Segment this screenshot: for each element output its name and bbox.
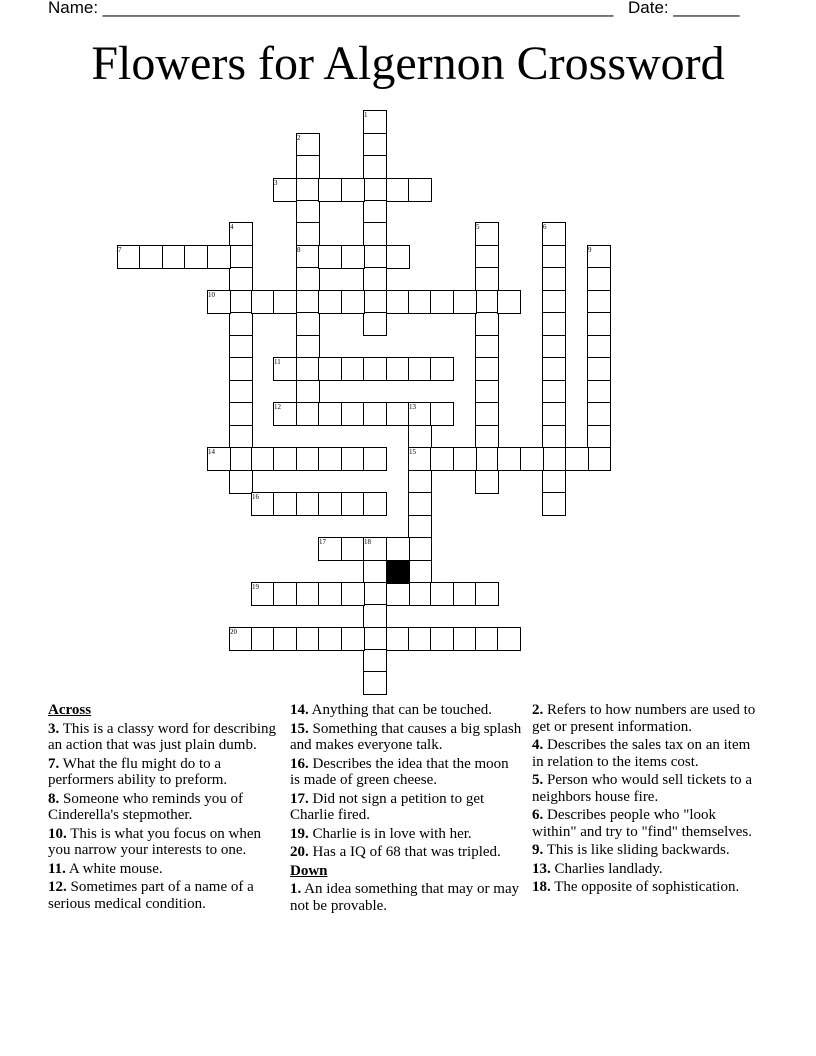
grid-cell[interactable] <box>296 178 320 202</box>
grid-cell[interactable] <box>273 447 297 471</box>
grid-cell[interactable] <box>296 447 320 471</box>
grid-cell[interactable] <box>542 290 566 314</box>
clue-item <box>48 861 280 878</box>
grid-cell[interactable] <box>318 290 342 314</box>
clue-number-label: 7. <box>48 755 60 772</box>
grid-cell[interactable] <box>430 290 454 314</box>
clues-column-1 <box>48 702 280 914</box>
grid-cell[interactable] <box>430 402 454 426</box>
name-field[interactable]: Name: ______________________________________________________ <box>48 0 614 17</box>
clue-number: 2 <box>297 134 301 142</box>
grid-cell[interactable] <box>408 178 432 202</box>
grid-cell[interactable] <box>408 492 432 516</box>
grid-cell[interactable] <box>587 447 611 471</box>
clue-item <box>532 861 764 878</box>
grid-cell[interactable] <box>408 290 432 314</box>
clue-number-label: 14. <box>290 702 309 718</box>
clue-number: 8 <box>297 246 301 254</box>
grid-cell[interactable] <box>587 425 611 449</box>
clue-text: Something that causes a big splash and makes everyone talk. <box>290 720 522 753</box>
grid-cell[interactable] <box>139 245 163 269</box>
date-field[interactable]: Date: _______ <box>628 0 740 17</box>
grid-cell[interactable] <box>251 290 275 314</box>
clue-number-label: 17. <box>290 790 309 807</box>
clue-text: Sometimes part of a name of a serious medical condition. <box>48 879 254 912</box>
clue-item <box>48 756 280 789</box>
grid-cell[interactable] <box>475 357 499 381</box>
grid-cell[interactable] <box>229 245 253 269</box>
clue-number: 12 <box>274 403 281 411</box>
grid-cell[interactable] <box>251 447 275 471</box>
grid-cell[interactable] <box>363 649 387 673</box>
grid-cell[interactable] <box>430 627 454 651</box>
grid-cell[interactable] <box>453 627 477 651</box>
clue-number: 19 <box>252 583 259 591</box>
grid-cell[interactable] <box>542 357 566 381</box>
clue-number: 14 <box>208 448 215 456</box>
grid-cell[interactable] <box>318 447 342 471</box>
clue-text: Describes the idea that the moon is made of green cheese. <box>290 755 509 788</box>
grid-cell[interactable] <box>341 402 365 426</box>
grid-cell[interactable] <box>475 402 499 426</box>
grid-cell[interactable] <box>430 357 454 381</box>
clue-text: Charlie is in love with her. <box>308 825 472 842</box>
grid-cell[interactable] <box>587 402 611 426</box>
clue-item <box>48 879 280 912</box>
clue-item <box>532 737 764 770</box>
grid-cell[interactable] <box>318 357 342 381</box>
clue-number: 10 <box>208 291 215 299</box>
grid-cell[interactable] <box>251 627 275 651</box>
clue-number: 9 <box>588 246 592 254</box>
grid-cell[interactable] <box>341 627 365 651</box>
grid-cell[interactable] <box>475 582 499 606</box>
clue-number: 18 <box>364 538 371 546</box>
grid-cell[interactable] <box>542 402 566 426</box>
clue-number-label: 15. <box>290 720 309 737</box>
grid-cell[interactable] <box>408 470 432 494</box>
grid-cell[interactable] <box>430 582 454 606</box>
grid-cell[interactable] <box>296 402 320 426</box>
grid-cell[interactable] <box>363 155 387 179</box>
black-cell <box>386 560 410 584</box>
clue-number: 15 <box>409 448 416 456</box>
grid-cell[interactable] <box>341 290 365 314</box>
grid-cell[interactable] <box>363 671 387 695</box>
grid-cell[interactable] <box>229 357 253 381</box>
clue-number: 5 <box>476 223 480 231</box>
grid-cell[interactable] <box>363 357 387 381</box>
clue-number: 17 <box>319 538 326 546</box>
clue-number-label: 12. <box>48 879 67 895</box>
grid-cell[interactable] <box>520 447 544 471</box>
grid-cell[interactable] <box>229 335 253 359</box>
clue-number-label: 1. <box>290 881 302 897</box>
clue-text: This is a classy word for describing an action that was just plain dumb. <box>48 720 277 753</box>
grid-cell[interactable] <box>229 267 253 291</box>
grid-cell[interactable] <box>386 357 410 381</box>
grid-cell[interactable] <box>363 200 387 224</box>
clue-text: Someone who reminds you of Cinderella's stepmother. <box>48 790 243 823</box>
grid-cell[interactable] <box>296 380 320 404</box>
grid-cell[interactable] <box>408 357 432 381</box>
clue-number-label: 5. <box>532 772 544 788</box>
clue-item <box>290 826 522 843</box>
clue-number-label: 10. <box>48 825 67 842</box>
clue-number-label: 19. <box>290 825 309 842</box>
grid-cell[interactable] <box>363 222 387 246</box>
clue-number: 11 <box>274 358 281 366</box>
grid-cell[interactable] <box>386 402 410 426</box>
grid-cell[interactable] <box>453 447 477 471</box>
grid-cell[interactable] <box>542 425 566 449</box>
grid-cell[interactable] <box>587 335 611 359</box>
grid-cell[interactable] <box>229 312 253 336</box>
grid-cell[interactable] <box>542 312 566 336</box>
clue-number-label: 9. <box>532 842 544 858</box>
clue-number-label: 6. <box>532 807 544 823</box>
grid-cell[interactable] <box>475 425 499 449</box>
grid-cell[interactable] <box>341 178 365 202</box>
grid-cell[interactable] <box>273 582 297 606</box>
clue-text: Describes people who "look within" and try to "find" themselves. <box>532 807 753 840</box>
grid-cell[interactable] <box>273 627 297 651</box>
grid-cell[interactable] <box>408 582 432 606</box>
grid-cell[interactable] <box>542 380 566 404</box>
grid-cell[interactable] <box>318 492 342 516</box>
grid-cell[interactable] <box>587 380 611 404</box>
grid-cell[interactable] <box>229 380 253 404</box>
clue-item <box>532 702 764 735</box>
grid-cell[interactable] <box>542 267 566 291</box>
grid-cell[interactable] <box>229 425 253 449</box>
grid-cell[interactable] <box>386 178 410 202</box>
clue-item <box>532 879 764 896</box>
clue-item <box>290 791 522 824</box>
clue-item <box>48 826 280 859</box>
clue-text: What the flu might do to a performers ability to preform. <box>48 755 228 788</box>
clue-text: Did not sign a petition to get Charlie fired. <box>290 790 485 823</box>
clue-number-label: 8. <box>48 790 60 807</box>
clues-column-3 <box>532 702 764 898</box>
grid-cell[interactable] <box>363 627 387 651</box>
grid-cell[interactable] <box>296 290 320 314</box>
clue-text: The opposite of sophistication. <box>550 879 740 895</box>
grid-cell[interactable] <box>363 492 387 516</box>
grid-cell[interactable] <box>341 492 365 516</box>
grid-cell[interactable] <box>273 492 297 516</box>
clue-number-label: 2. <box>532 702 544 718</box>
grid-cell[interactable] <box>229 402 253 426</box>
grid-cell[interactable] <box>386 245 410 269</box>
grid-cell[interactable] <box>363 447 387 471</box>
grid-cell[interactable] <box>408 537 432 561</box>
grid-cell[interactable] <box>363 290 387 314</box>
clue-item <box>290 702 522 719</box>
grid-cell[interactable] <box>475 312 499 336</box>
grid-cell[interactable] <box>386 582 410 606</box>
grid-cell[interactable] <box>229 470 253 494</box>
clue-number-label: 13. <box>532 860 551 877</box>
grid-cell[interactable] <box>475 380 499 404</box>
grid-cell[interactable] <box>453 582 477 606</box>
grid-cell[interactable] <box>363 560 387 584</box>
grid-cell[interactable] <box>363 267 387 291</box>
page-title: Flowers for Algernon Crossword <box>91 37 725 90</box>
clue-item <box>532 842 764 859</box>
clue-number: 3 <box>274 179 278 187</box>
down-heading: Down <box>290 862 328 879</box>
grid-cell[interactable] <box>408 515 432 539</box>
clue-number-label: 16. <box>290 755 309 772</box>
grid-cell[interactable] <box>273 290 297 314</box>
grid-cell[interactable] <box>475 627 499 651</box>
clue-number: 20 <box>230 628 237 636</box>
grid-cell[interactable] <box>497 447 521 471</box>
grid-cell[interactable] <box>363 133 387 157</box>
grid-cell[interactable] <box>453 290 477 314</box>
grid-cell[interactable] <box>363 312 387 336</box>
grid-cell[interactable] <box>475 267 499 291</box>
grid-cell[interactable] <box>318 178 342 202</box>
grid-cell[interactable] <box>386 627 410 651</box>
grid-cell[interactable] <box>542 470 566 494</box>
grid-cell[interactable] <box>363 402 387 426</box>
grid-cell[interactable] <box>475 335 499 359</box>
grid-cell[interactable] <box>475 447 499 471</box>
grid-cell[interactable] <box>341 357 365 381</box>
grid-cell[interactable] <box>587 267 611 291</box>
grid-cell[interactable] <box>587 290 611 314</box>
grid-cell[interactable] <box>587 312 611 336</box>
clues-column-2 <box>290 702 522 916</box>
grid-cell[interactable] <box>341 537 365 561</box>
grid-cell[interactable] <box>318 402 342 426</box>
grid-cell[interactable] <box>542 447 566 471</box>
grid-cell[interactable] <box>363 582 387 606</box>
grid-cell[interactable] <box>408 627 432 651</box>
grid-cell[interactable] <box>296 312 320 336</box>
clue-number-label: 20. <box>290 844 309 860</box>
clue-number: 6 <box>543 223 547 231</box>
grid-cell[interactable] <box>475 245 499 269</box>
clue-item <box>532 807 764 840</box>
grid-cell[interactable] <box>318 582 342 606</box>
clue-text: Describes the sales tax on an item in relation to the items cost. <box>532 737 751 770</box>
clue-item <box>48 791 280 824</box>
grid-cell[interactable] <box>386 290 410 314</box>
clue-number: 7 <box>118 246 122 254</box>
grid-cell[interactable] <box>497 627 521 651</box>
clue-text: An idea something that may or may not be provable. <box>290 881 520 914</box>
clue-text: Charlies landlady. <box>550 860 663 877</box>
clue-number: 1 <box>364 111 368 119</box>
grid-cell[interactable] <box>207 245 231 269</box>
grid-cell[interactable] <box>296 357 320 381</box>
grid-cell[interactable] <box>184 245 208 269</box>
grid-cell[interactable] <box>318 245 342 269</box>
clue-number-label: 11. <box>48 860 66 877</box>
grid-cell[interactable] <box>341 245 365 269</box>
grid-cell[interactable] <box>386 537 410 561</box>
grid-cell[interactable] <box>296 200 320 224</box>
grid-cell[interactable] <box>162 245 186 269</box>
clue-item <box>290 844 522 861</box>
grid-cell[interactable] <box>542 245 566 269</box>
clue-number: 13 <box>409 403 416 411</box>
grid-cell[interactable] <box>296 267 320 291</box>
clue-text: This is what you focus on when you narrow your interests to one. <box>48 825 262 858</box>
grid-cell[interactable] <box>542 335 566 359</box>
clue-item <box>290 756 522 789</box>
grid-cell[interactable] <box>542 492 566 516</box>
clue-number-label: 3. <box>48 720 60 737</box>
clue-item <box>290 721 522 754</box>
grid-cell[interactable] <box>296 155 320 179</box>
across-heading: Across <box>48 702 92 718</box>
clue-text: Anything that can be touched. <box>308 702 493 718</box>
grid-cell[interactable] <box>475 470 499 494</box>
grid-cell[interactable] <box>341 582 365 606</box>
grid-cell[interactable] <box>408 425 432 449</box>
clue-item <box>290 881 522 914</box>
grid-cell[interactable] <box>296 335 320 359</box>
clue-item <box>532 772 764 805</box>
clue-text: Person who would sell tickets to a neighbors house fire. <box>532 772 752 805</box>
grid-cell[interactable] <box>341 447 365 471</box>
grid-cell[interactable] <box>318 627 342 651</box>
grid-cell[interactable] <box>565 447 589 471</box>
grid-cell[interactable] <box>296 582 320 606</box>
clue-text: This is like sliding backwards. <box>543 842 730 858</box>
grid-cell[interactable] <box>497 290 521 314</box>
clue-item <box>48 721 280 754</box>
grid-cell[interactable] <box>229 447 253 471</box>
grid-cell[interactable] <box>475 290 499 314</box>
grid-cell[interactable] <box>363 604 387 628</box>
clue-number-label: 18. <box>532 879 551 895</box>
grid-cell[interactable] <box>229 290 253 314</box>
grid-cell[interactable] <box>430 447 454 471</box>
clue-text: A white mouse. <box>65 860 163 877</box>
grid-cell[interactable] <box>408 560 432 584</box>
clue-number: 4 <box>230 223 234 231</box>
clue-text: Has a IQ of 68 that was tripled. <box>308 844 501 860</box>
grid-cell[interactable] <box>296 627 320 651</box>
grid-cell[interactable] <box>363 178 387 202</box>
clue-number-label: 4. <box>532 737 544 753</box>
grid-cell[interactable] <box>296 222 320 246</box>
grid-cell[interactable] <box>587 357 611 381</box>
clue-number: 16 <box>252 493 259 501</box>
grid-cell[interactable] <box>363 245 387 269</box>
clue-text: Refers to how numbers are used to get or present information. <box>532 702 756 735</box>
grid-cell[interactable] <box>296 492 320 516</box>
